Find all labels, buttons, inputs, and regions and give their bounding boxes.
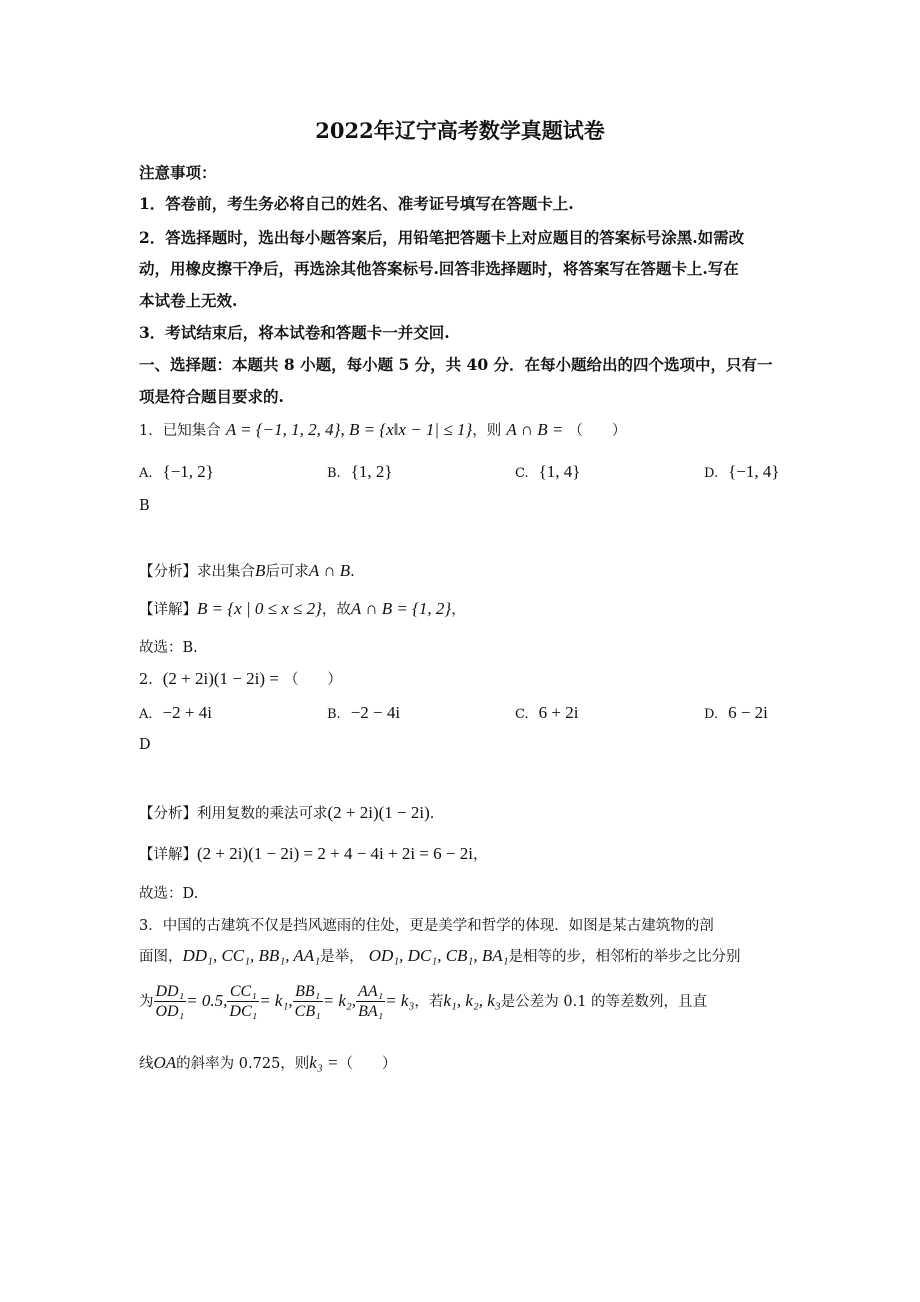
question-2-detail: 【详解】(2 + 2i)(1 − 2i) = 2 + 4 − 4i + 2i = 6 − 2i， bbox=[139, 844, 488, 863]
question-1-answer: B bbox=[139, 498, 150, 514]
question-2-option-a: A. −2 + 4i bbox=[139, 703, 212, 722]
question-2-option-c: C. 6 + 2i bbox=[515, 703, 579, 722]
question-1-option-a: A. {−1, 2} bbox=[139, 462, 214, 481]
page-title: 2022年辽宁高考数学真题试卷 bbox=[315, 118, 605, 143]
fraction-aa1-ba1: $\frac{\text{AA₁}}{\text{BA₁}}$ bbox=[358, 983, 384, 1020]
question-1-option-c: C. {1, 4} bbox=[515, 462, 581, 481]
question-1-conclusion: 故选：B. bbox=[139, 640, 198, 656]
question-3-line-3: 为 $\frac{\text{DD₁}}{\text{OD₁}}$ = 0.5, $\frac{\text{CC₁}}{\text{DC₁}}$ = k₁, $\frac{\text{BB₁}}{\text{CB₁}}$ = k₂, $\frac{\text{AA₁}}{\text{BA₁}}$ = k₃，若k₁, k₂, k₃是公差为 0.1 的等差数列，且直 bbox=[139, 983, 708, 1020]
question-2-analysis: 【分析】利用复数的乘法可求(2 + 2i)(1 − 2i). bbox=[139, 803, 435, 822]
notice-item-2-line-3: 本试卷上无效. bbox=[139, 291, 238, 310]
question-1-option-d: D. {−1, 4} bbox=[704, 462, 780, 481]
notice-item-2-line-1: 2．答选择题时，选出每小题答案后，用铅笔把答题卡上对应题目的答案标号涂黑.如需改 bbox=[139, 228, 745, 247]
notice-item-1: 1．答卷前，考生务必将自己的姓名、准考证号填写在答题卡上. bbox=[139, 194, 574, 213]
notice-heading: 注意事项： bbox=[139, 163, 217, 182]
question-1-detail: 【详解】B = {x | 0 ≤ x ≤ 2}，故A ∩ B = {1, 2}， bbox=[139, 599, 466, 618]
notice-item-3: 3．考试结束后，将本试卷和答题卡一并交回. bbox=[139, 323, 450, 342]
question-2-answer: D bbox=[139, 737, 151, 753]
question-2-option-d: D. 6 − 2i bbox=[704, 703, 768, 722]
section-heading-line-2: 项是符合题目要求的. bbox=[139, 387, 284, 406]
question-3-line-1: 3．中国的古建筑不仅是挡风遮雨的住处，更是美学和哲学的体现．如图是某古建筑物的剖 bbox=[139, 918, 714, 934]
question-3-line-2: 面图，DD₁, CC₁, BB₁, AA₁是举， OD₁, DC₁, CB₁, BA₁是相等的步，相邻桁的举步之比分别 bbox=[139, 946, 741, 965]
question-2-option-b: B. −2 − 4i bbox=[327, 703, 401, 722]
question-1-option-b: B. {1, 2} bbox=[327, 462, 393, 481]
question-1-stem: 1．已知集合 A = {−1, 1, 2, 4}, B = {x‖x − 1| ≤ 1}，则 A ∩ B = （ ） bbox=[139, 420, 627, 439]
fraction-dd1-od1: $\frac{\text{DD₁}}{\text{OD₁}}$ bbox=[155, 983, 185, 1020]
question-1-analysis: 【分析】求出集合B后可求A ∩ B. bbox=[139, 561, 355, 580]
fraction-cc1-dc1: $\frac{\text{CC₁}}{\text{DC₁}}$ bbox=[229, 983, 258, 1020]
notice-item-2-line-2: 动，用橡皮擦干净后，再选涂其他答案标号.回答非选择题时，将答案写在答题卡上.写在 bbox=[139, 259, 739, 278]
question-3-line-4: 线OA的斜率为 0.725，则k₃ =（ ） bbox=[139, 1053, 397, 1072]
section-heading-line-1: 一、选择题：本题共 8 小题，每小题 5 分，共 40 分．在每小题给出的四个选项中，只有一 bbox=[139, 355, 773, 374]
fraction-bb1-cb1: $\frac{\text{BB₁}}{\text{CB₁}}$ bbox=[294, 983, 321, 1020]
question-2-conclusion: 故选：D. bbox=[139, 886, 199, 902]
question-2-stem: 2．(2 + 2i)(1 − 2i) = （ ） bbox=[139, 669, 342, 688]
question-1-math: A = {−1, 1, 2, 4}, B = {x‖x − 1| ≤ 1} bbox=[225, 420, 473, 439]
